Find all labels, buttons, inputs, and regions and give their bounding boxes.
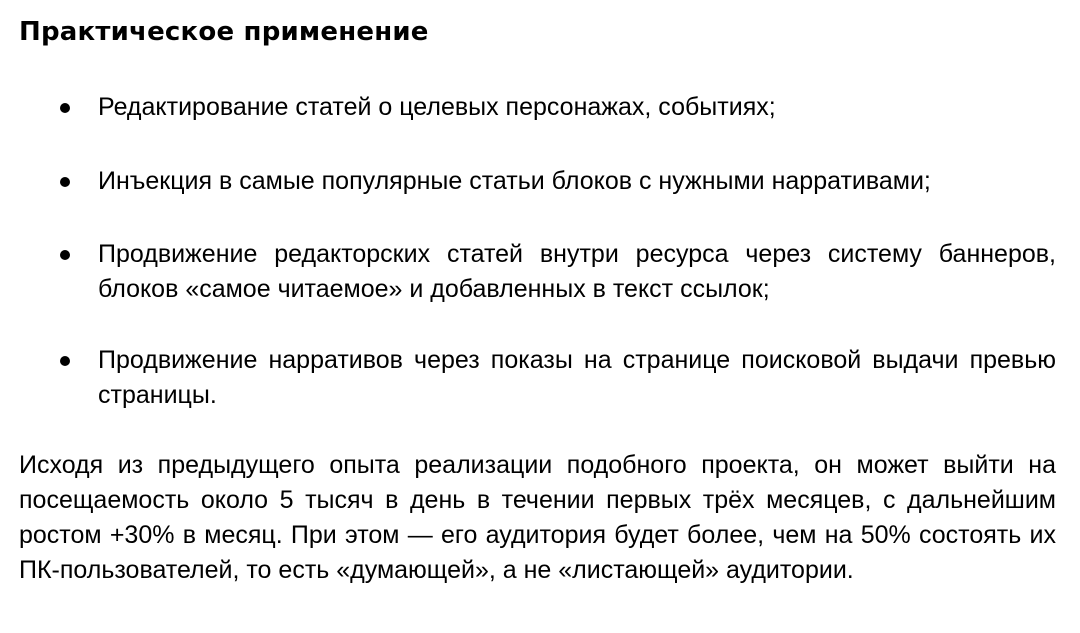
bullet-dot-icon — [60, 356, 70, 366]
bullet-dot-icon — [60, 103, 70, 113]
bullet-dot-icon — [60, 177, 70, 187]
section-heading: Практическое применение — [19, 17, 429, 47]
bullet-item-text: Продвижение нарративов через показы на странице поисковой выдачи превью страницы. — [98, 346, 1056, 409]
body-paragraph: Исходя из предыдущего опыта реализации подобного проекта, он может выйти на посещаемость около 5 тысяч в день в течении первых трёх месяцев, с дальнейшим ростом +30% в месяц. При этом — его аудитория будет более, чем на 50% состоять их ПК-пользователей, то есть «думающей», а не «листающей» аудитории. — [19, 451, 1056, 584]
bullet-item-text: Продвижение редакторских статей внутри ресурса через систему баннеров, блоков «самое читаемое» и добавленных в текст ссылок; — [98, 240, 1056, 303]
bullet-dot-icon — [60, 250, 70, 260]
bullet-item-text: Редактирование статей о целевых персонажах, событиях; — [98, 93, 776, 121]
bullet-item-text: Инъекция в самые популярные статьи блоков с нужными нарративами; — [98, 167, 931, 195]
